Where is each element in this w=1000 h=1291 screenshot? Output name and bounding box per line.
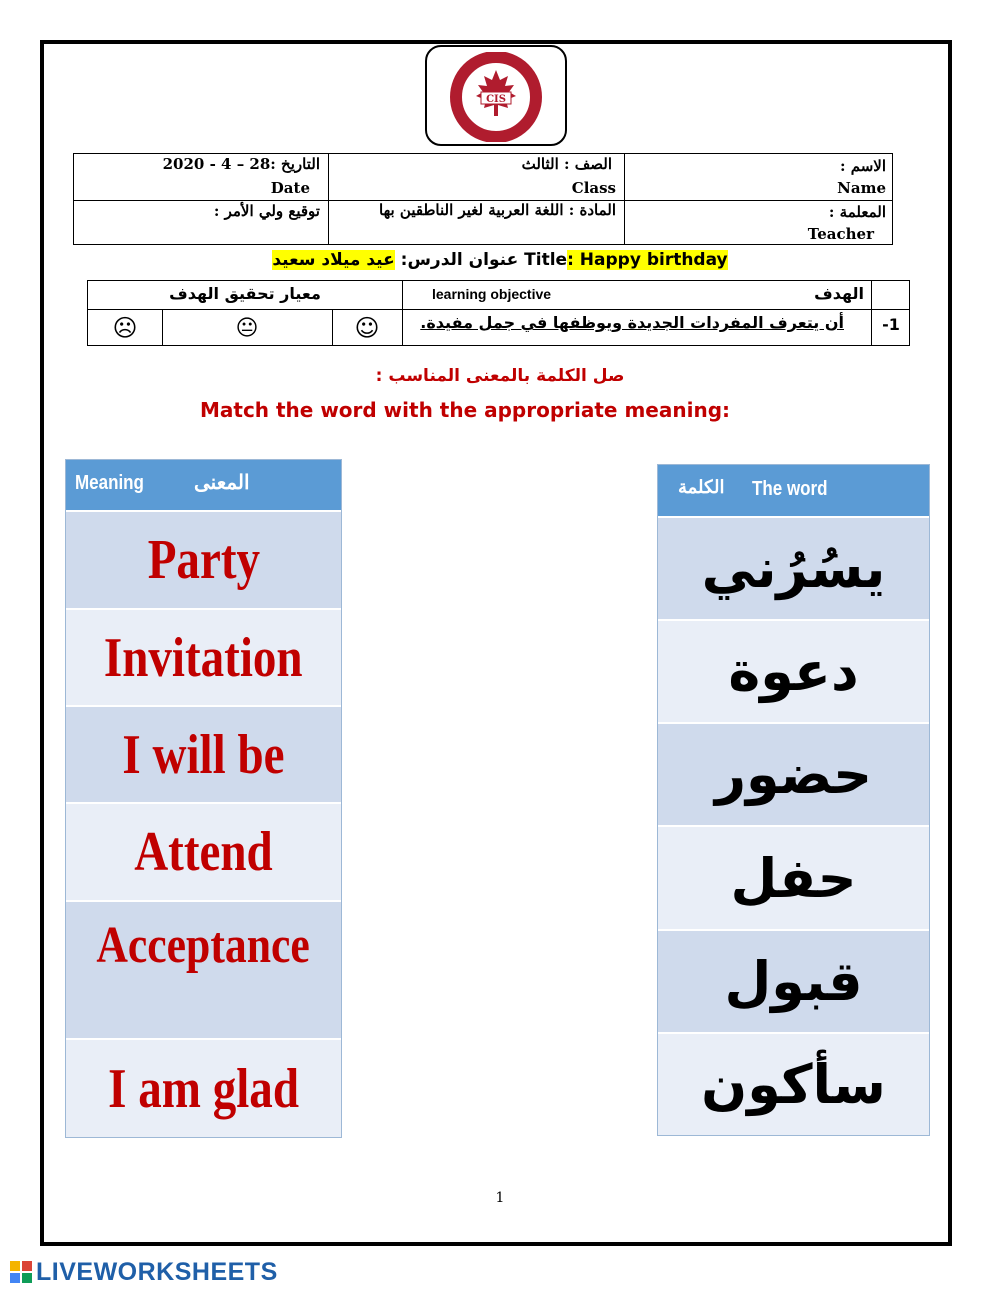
objective-text: أن يتعرف المفردات الجديدة ويوظفها في جمل مفيدة. xyxy=(420,313,844,332)
word-item[interactable] xyxy=(658,929,929,1032)
neutral-face-icon[interactable]: 😐 xyxy=(235,315,259,341)
criteria-header: معيار تحقيق الهدف xyxy=(169,284,321,303)
lesson-title-en: : Happy birthday xyxy=(567,250,728,270)
meaning-item-text: Invitation xyxy=(104,626,303,689)
happy-face-icon[interactable]: ☺ xyxy=(354,314,380,342)
word-item[interactable] xyxy=(658,722,929,825)
lesson-title-en-label: Title xyxy=(524,250,568,270)
meaning-item[interactable] xyxy=(66,900,341,1038)
word-header-en: The word xyxy=(752,478,828,500)
instruction-en: Match the word with the appropriate meaning: xyxy=(199,398,731,422)
word-item[interactable] xyxy=(658,516,929,619)
logo-initials: CIS xyxy=(486,94,506,105)
class-label-en: Class xyxy=(571,179,616,197)
name-label-ar: الاسم : xyxy=(839,157,886,175)
meaning-item[interactable] xyxy=(66,1038,341,1137)
meaning-item-text: Party xyxy=(147,529,260,591)
meaning-item-text: Attend xyxy=(134,821,273,883)
meaning-item[interactable] xyxy=(66,608,341,705)
meaning-column xyxy=(65,459,342,1138)
liveworksheets-blocks-icon xyxy=(10,1261,32,1283)
meaning-item-text: I am glad xyxy=(108,1057,299,1120)
teacher-label-en: Teacher xyxy=(807,225,874,243)
lesson-title-ar: عيد ميلاد سعيد xyxy=(272,250,395,270)
word-item[interactable] xyxy=(658,825,929,929)
class-label-ar: الصف : الثالث xyxy=(521,155,612,173)
word-item-text: يسُرُني xyxy=(701,537,886,600)
goal-header-en: learning objective xyxy=(432,286,552,302)
word-column xyxy=(657,464,930,1136)
meaning-item-text: Acceptance xyxy=(96,917,311,974)
subject-label-ar: المادة : اللغة العربية لغير الناطقين بها xyxy=(379,201,616,219)
teacher-label-ar: المعلمة : xyxy=(828,203,886,221)
sad-face-icon[interactable]: ☹ xyxy=(112,314,138,342)
liveworksheets-text: LIVEWORKSHEETS xyxy=(36,1257,278,1286)
logo-emblem-icon xyxy=(448,52,544,142)
date-label-ar: التاريخ :28 – 4 - 2020 xyxy=(162,155,320,173)
objective-number: -1 xyxy=(882,315,900,334)
word-item-text: حضور xyxy=(714,743,873,806)
word-item[interactable] xyxy=(658,619,929,722)
word-item[interactable] xyxy=(658,1032,929,1135)
meaning-header-en: Meaning xyxy=(75,472,144,494)
student-info-table xyxy=(73,153,893,245)
word-item-text: قبول xyxy=(724,950,863,1013)
date-label-en: Date xyxy=(270,179,310,197)
page-number: 1 xyxy=(495,1190,505,1206)
lesson-title-ar-label: عنوان الدرس: xyxy=(400,250,519,270)
meaning-header-ar: المعنى xyxy=(194,472,250,494)
word-item-text: دعوة xyxy=(728,640,859,703)
meaning-item[interactable] xyxy=(66,510,341,608)
lesson-title xyxy=(0,247,1000,273)
goal-header-ar: الهدف xyxy=(814,284,864,303)
guardian-signature-label: توقيع ولي الأمر : xyxy=(213,202,320,220)
name-label-en: Name xyxy=(837,179,886,197)
meaning-item[interactable] xyxy=(66,705,341,802)
learning-objective-table xyxy=(87,280,910,346)
meaning-item[interactable] xyxy=(66,802,341,900)
meaning-item-text: I will be xyxy=(122,723,285,786)
meaning-column-header xyxy=(66,460,341,510)
instruction-ar: صل الكلمة بالمعنى المناسب : xyxy=(375,366,625,386)
word-column-header xyxy=(658,465,929,516)
liveworksheets-logo[interactable] xyxy=(10,1258,278,1286)
word-item-text: حفل xyxy=(730,846,857,910)
word-item-text: سأكون xyxy=(701,1053,886,1116)
school-logo xyxy=(425,45,567,146)
word-header-ar: الكلمة xyxy=(678,477,725,497)
